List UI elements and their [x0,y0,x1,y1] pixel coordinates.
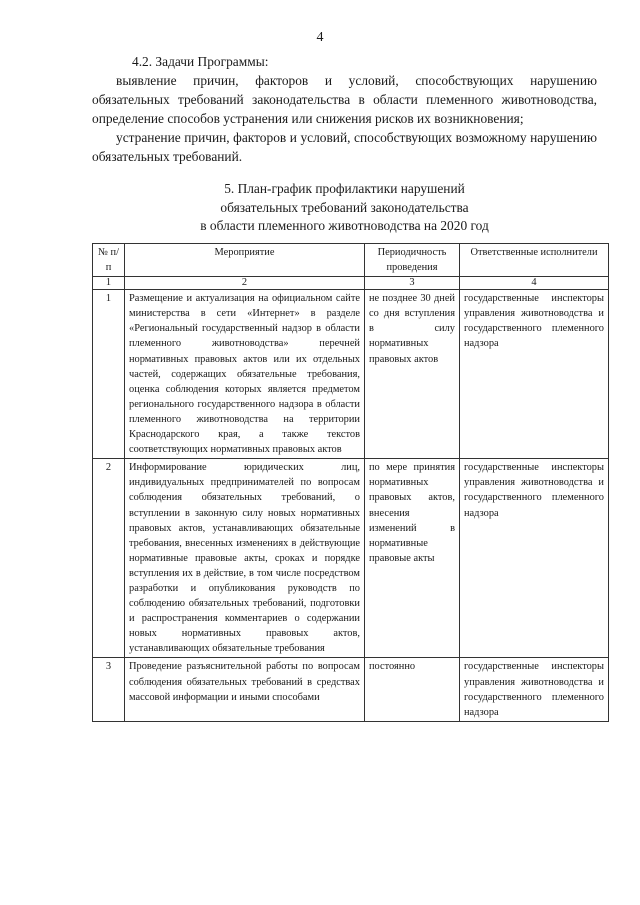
row-activity: Размещение и актуализация на официальном сайте министерства в сети «Интернет» в разделе «Региональный государственный надзор в области племенного животноводства» перечней нормативных правовых актов или их отдельных частей, содержащих обязательные требования, оценка соблюдения которых является предметом регионального государственного надзора в области племенного животноводства на территории Краснодарского края, а также текстов соответствующих нормативных правовых актов [125,290,365,459]
header-num: № п/п [93,244,125,277]
row-num: 3 [93,658,125,721]
column-number-row [93,277,609,290]
row-responsible: государственные инспекторы управления животноводства и государственного племенного надзора [460,290,609,459]
column-number: 1 [93,277,125,290]
table-row [93,459,609,658]
row-period: постоянно [365,658,460,721]
plan-title-line-1: 5. План-график профилактики нарушений [224,181,465,196]
header-period: Периодичность проведения [365,244,460,277]
row-activity: Проведение разъяснительной работы по вопросам соблюдения обязательных требований в средствах массовой информации и иными способами [125,658,365,721]
row-num: 1 [93,290,125,459]
table-row [93,658,609,721]
row-activity: Информирование юридических лиц, индивидуальных предпринимателей по вопросам соблюдения обязательных требований, о вступлении в законную силу новых нормативных правовых актов, устанавливающих обязательные требования, внесенных изменениях в действующие нормативные правовые акты, сроках и порядке вступления их в действие, в том числе посредством разработки и опубликования руководств по соблюдению обязательных требований, подготовки и распространения комментариев о содержании новых нормативных правовых актов, устанавливающих обязательные требования [125,459,365,658]
table-header-row [93,244,609,277]
task-paragraph-2: устранение причин, факторов и условий, способствующих возможному нарушению обязательных требований. [92,130,597,164]
plan-title [92,180,597,236]
header-activity: Мероприятие [125,244,365,277]
table-row [93,290,609,459]
row-responsible: государственные инспекторы управления животноводства и государственного племенного надзора [460,459,609,658]
program-tasks-section [92,52,597,166]
task-paragraph-1: выявление причин, факторов и условий, способствующих нарушению обязательных требований законодательства в области племенного животноводства, определение способов устранения или снижения рисков их возникновения; [92,73,597,126]
row-period: не позднее 30 дней со дня вступления в силу нормативных правовых актов [365,290,460,459]
plan-title-line-2: обязательных требований законодательства [220,199,469,215]
column-number: 3 [365,277,460,290]
row-responsible: государственные инспекторы управления животноводства и государственного племенного надзора [460,658,609,721]
row-period: по мере принятия нормативных правовых актов, внесения изменений в нормативные правовые акты [365,459,460,658]
column-number: 2 [125,277,365,290]
plan-title-line-3: в области племенного животноводства на 2020 год [200,218,489,233]
row-num: 2 [93,459,125,658]
prevention-plan-table [92,243,609,722]
section-heading: 4.2. Задачи Программы: [132,54,269,69]
header-responsible: Ответственные исполнители [460,244,609,277]
page-number: 4 [316,30,324,45]
column-number: 4 [460,277,609,290]
